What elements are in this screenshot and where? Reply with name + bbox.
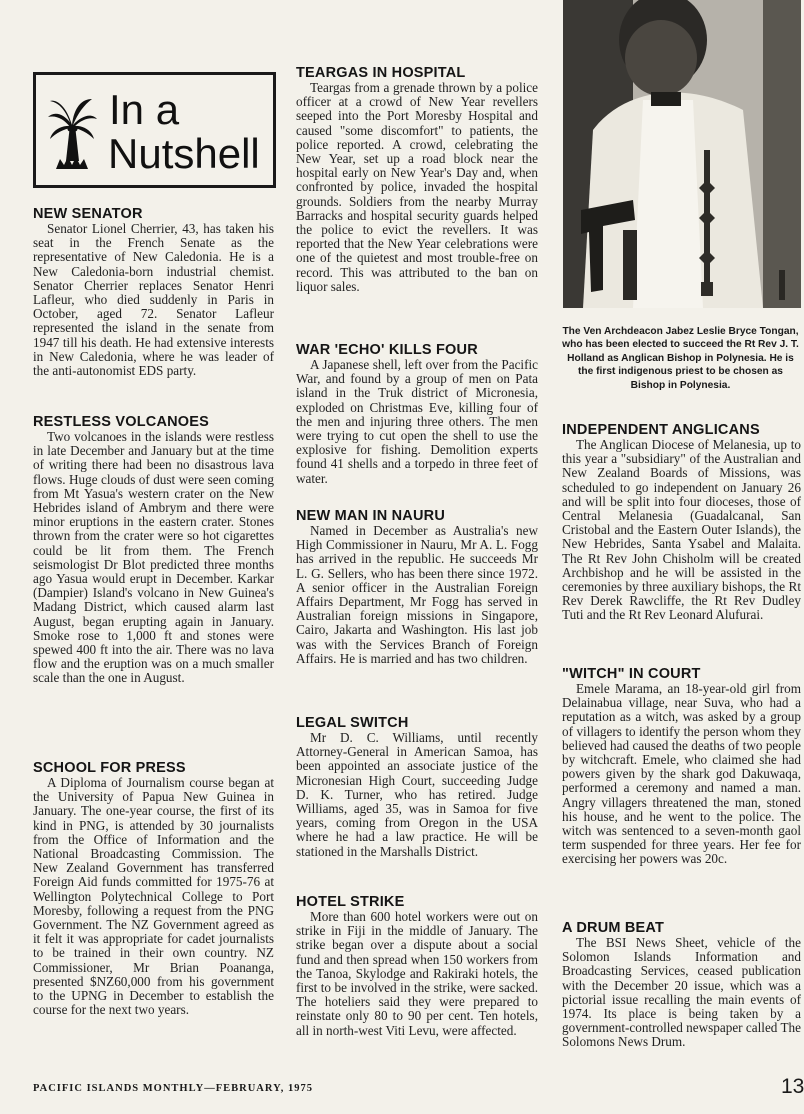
publication-footer: PACIFIC ISLANDS MONTHLY—FEBRUARY, 1975 [33,1083,313,1094]
body-new-man-nauru: Named in December as Australia's new High Commissioner in Nauru, Mr A. L. Fogg has arrived in the republic. He succeeds Mr L. G. Sellers, who has been there since 1972. A senior officer in the Australian Foreign Affairs Department, Mr Fogg has served in Australian foreign missions in Singapore, Cairo, Jakarta and Washington. His last job was with the Services Branch of Foreign Affairs. He is married and has two children. [296,523,538,666]
heading-independent-anglicans: INDEPENDENT ANGLICANS [562,422,760,438]
heading-witch-in-court: "WITCH" IN COURT [562,666,701,682]
heading-school-for-press: SCHOOL FOR PRESS [33,760,186,776]
body-independent-anglicans: The Anglican Diocese of Melanesia, up to this year a "subsidiary" of the Australian and New Zealand Boards of Missions, was scheduled to go independent on January 26 and will be split into four dioceses, those of Central Melanesia (Guadalcanal, San Cristobal and the Eastern Outer Islands), the New Hebrides, Santa Ysabel and Malaita. The Rt Rev John Chisholm will be created Archbishop and he will be assisted in the ceremonies by three auxiliary bishops, the Rt Rev Derek Rawcliffe, the Rt Rev Dudley Tuti and the Rt Rev Leonard Alufurai. [562,437,801,623]
body-teargas: Teargas from a grenade thrown by a police officer at a crowd of New Year revellers seeped into the Port Moresby Hospital and caused "some discomfort" to patients, the police reported. A crowd, celebrating the New Year, set up a road block near the hospital early on New Year's Day and, when confronted by police, invaded the hospital grounds. Soldiers from the nearby Murray Barracks and hospital security guards helped the police to evict the revellers. It was reported that the New Year celebrations were one of the quietest and most trouble-free on record. This was attributed to the ban on liquor sales. [296,80,538,294]
photo-caption: The Ven Archdeacon Jabez Leslie Bryce Tongan, who has been elected to succeed the Rt Rev J. T. Holland as Anglican Bishop in Polynesia. He is the first indigenous priest to be chosen as Bishop in Polynesia. [562,326,799,391]
masthead-line-2: Nutshell [108,130,260,177]
body-drum-beat: The BSI News Sheet, vehicle of the Solomon Islands Information and Broadcasting Services, ceased publication with the December 20 issue, which was a pictorial issue recalling the main events of 1974. Its place is being taken by a government-controlled newspaper called The Solomons News Drum. [562,935,801,1050]
heading-hotel-strike: HOTEL STRIKE [296,894,405,910]
heading-new-man-nauru: NEW MAN IN NAURU [296,508,445,524]
heading-teargas: TEARGAS IN HOSPITAL [296,65,466,81]
body-school-for-press: A Diploma of Journalism course began at the University of Papua New Guinea in January. The one-year course, the first of its kind in PNG, is attended by 30 journalists from the Office of Information and the National Broadcasting Commission. The New Zealand Government has transferred Foreign Aid funds committed for 1975-76 at Wellington Polytechnical College to Port Moresby, following a request from the PNG Government. The NZ Government agreed as it felt it was appropriate for cadet journalists to be trained in their own country. NZ Commissioner, Mr Brian Poananga, presented $NZ60,000 from his government to the UPNG in December to establish the course for the next two years. [33,775,274,1018]
masthead-line-1: In a [109,86,180,133]
body-hotel-strike: More than 600 hotel workers were out on strike in Fiji in the middle of January. The strike began over a dispute about a social fund and then spread when 150 workers from the Tanoa, Skylodge and Rakiraki hotels, the first to be involved in the strike, were sacked. The hoteliers said they were prepared to reinstate only 80 to 90 per cent. Ten hotels, all in north-west Viti Levu, were affected. [296,909,538,1038]
heading-restless-volcanoes: RESTLESS VOLCANOES [33,414,210,430]
heading-drum-beat: A DRUM BEAT [562,920,665,936]
body-legal-switch: Mr D. C. Williams, until recently Attorney-General in American Samoa, has been appointed an associate justice of the Micronesian High Court, succeeding Judge D. K. Turner, who has retired. Judge Williams, aged 35, was in Samoa for five years, coming from Oregon in the USA where he had a law practice. He will be stationed in the Marshalls District. [296,730,538,859]
page-number: 13 [781,1075,804,1098]
heading-war-echo: WAR 'ECHO' KILLS FOUR [296,342,478,358]
heading-legal-switch: LEGAL SWITCH [296,715,409,731]
body-witch-in-court: Emele Marama, an 18-year-old girl from Delainabua village, near Suva, who had a reputation as a witch, was asked by a group of villagers to identify the person whom they believed had caused the deaths of two people by witchcraft. Emele, who claimed she had powers given by the shark god Dakuwaqa, performed a ceremony and named a man. Angry villagers threatened the man, stoned his house, and he went to the police. The witch was sentenced to a seven-month gaol term suspended for three years. Her fee for exercising her powers was 20c. [562,681,801,867]
body-war-echo: A Japanese shell, left over from the Pacific War, and found by a group of men on Pata island in the Truk district of Micronesia, exploded on Christmas Eve, killing four of the men and injuring three others. The men were trying to cut open the shell to use the explosive for fishing. Demolition experts found 41 shells and a torpedo in three feet of water. [296,357,538,486]
palm-tree-icon [46,95,98,173]
body-new-senator: Senator Lionel Cherrier, 43, has taken his seat in the French Senate as the representative of New Caledonia. He is a New Caledonia-born industrial chemist. Senator Cherrier replaces Senator Henri Lafleur, who died suddenly in Paris in October, aged 72. Senator Lafleur represented the island in the senate from 1947 till his death. He had extensive interests in New Caledonia, where he was leader of the anti-autonomist EDS party. [33,221,274,379]
body-restless-volcanoes: Two volcanoes in the islands were restless in late December and January but at the time of writing there had been no disastrous lava flows. Huge clouds of dust were seen coming from Mt Yasua's western crater on the New Hebrides island of Ambrym and there were minor eruptions in the eastern crater. Stones thrown from the crater were so hot cigarettes could be lit from them. The French seismologist Dr Blot predicted three months ago Yasua would erupt in December. Karkar (Dampier) Island's volcano in New Guinea's Madang District, which caused alarm last August, began erupting again in January. Smoke rose to 1,000 ft and stones were spewed 400 ft into the air. There was no lava flow and the eruption was on a much smaller scale than the one in August. [33,429,274,686]
nutshell-masthead [33,72,276,188]
heading-new-senator: NEW SENATOR [33,206,143,222]
archdeacon-photo [563,0,801,308]
